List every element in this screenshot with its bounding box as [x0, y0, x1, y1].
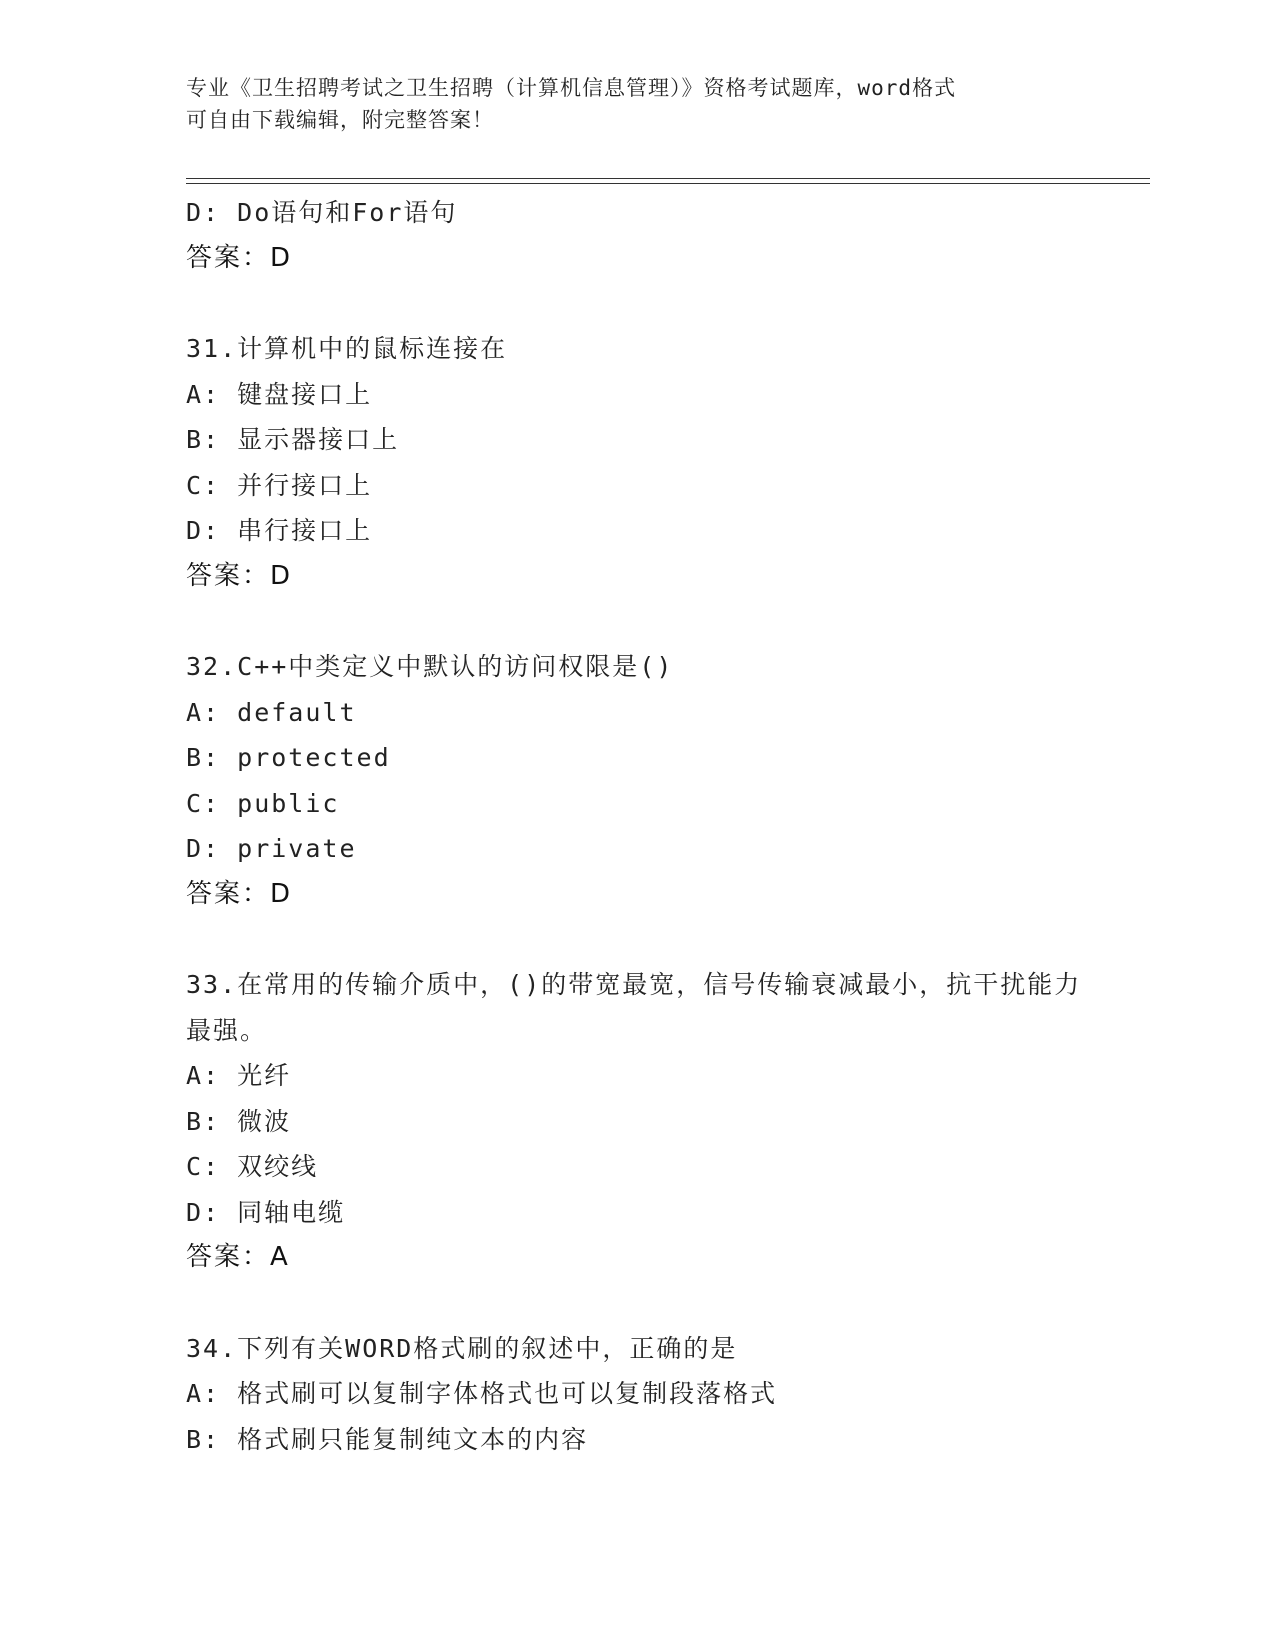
question-list	[186, 190, 1106, 1462]
answer: 答案：A	[186, 1242, 290, 1272]
option-c: C: public	[186, 788, 340, 818]
question-stem: 31.计算机中的鼠标连接在	[186, 334, 508, 363]
option-a: A: default	[186, 697, 357, 727]
answer: 答案：D	[186, 560, 293, 591]
question-stem: 34.下列有关WORD格式刷的叙述中，正确的是	[186, 1333, 738, 1363]
option-a: A: 光纤	[186, 1061, 292, 1090]
spacer	[186, 1281, 1106, 1326]
header-line-1: 专业《卫生招聘考试之卫生招聘（计算机信息管理）》资格考试题库，word格式	[186, 76, 957, 100]
option-b: B: 格式刷只能复制纯文本的内容	[186, 1424, 589, 1454]
continuation-answer: 答案：D	[186, 242, 293, 273]
question-32	[186, 644, 1106, 917]
question-stem: 32.C++中类定义中默认的访问权限是()	[186, 652, 674, 681]
answer: 答案：D	[186, 878, 293, 909]
option-d: D: 同轴电缆	[186, 1197, 346, 1227]
option-b: B: 显示器接口上	[186, 425, 400, 454]
spacer	[186, 917, 1106, 962]
option-c: C: 并行接口上	[186, 470, 373, 500]
header-divider-top	[186, 178, 1150, 179]
option-a: A: 格式刷可以复制字体格式也可以复制段落格式	[186, 1379, 778, 1408]
question-34	[186, 1326, 1106, 1463]
continuation-option-d: D: Do语句和For语句	[186, 198, 458, 227]
option-b: B: 微波	[186, 1106, 292, 1136]
header-line-2: 可自由下载编辑，附完整答案！	[186, 108, 494, 132]
spacer	[186, 599, 1106, 644]
option-c: C: 双绞线	[186, 1152, 319, 1181]
question-33	[186, 962, 1106, 1281]
option-b: B: protected	[186, 743, 391, 772]
option-d: D: 串行接口上	[186, 516, 373, 545]
spacer	[186, 281, 1106, 326]
question-31	[186, 326, 1106, 599]
header-divider-bottom	[186, 183, 1150, 184]
question-stem: 33.在常用的传输介质中，()的带宽最宽，信号传输衰减最小，抗干扰能力最强。	[186, 970, 1082, 1045]
option-a: A: 键盘接口上	[186, 379, 373, 409]
option-d: D: private	[186, 834, 357, 863]
document-header	[186, 72, 1066, 136]
